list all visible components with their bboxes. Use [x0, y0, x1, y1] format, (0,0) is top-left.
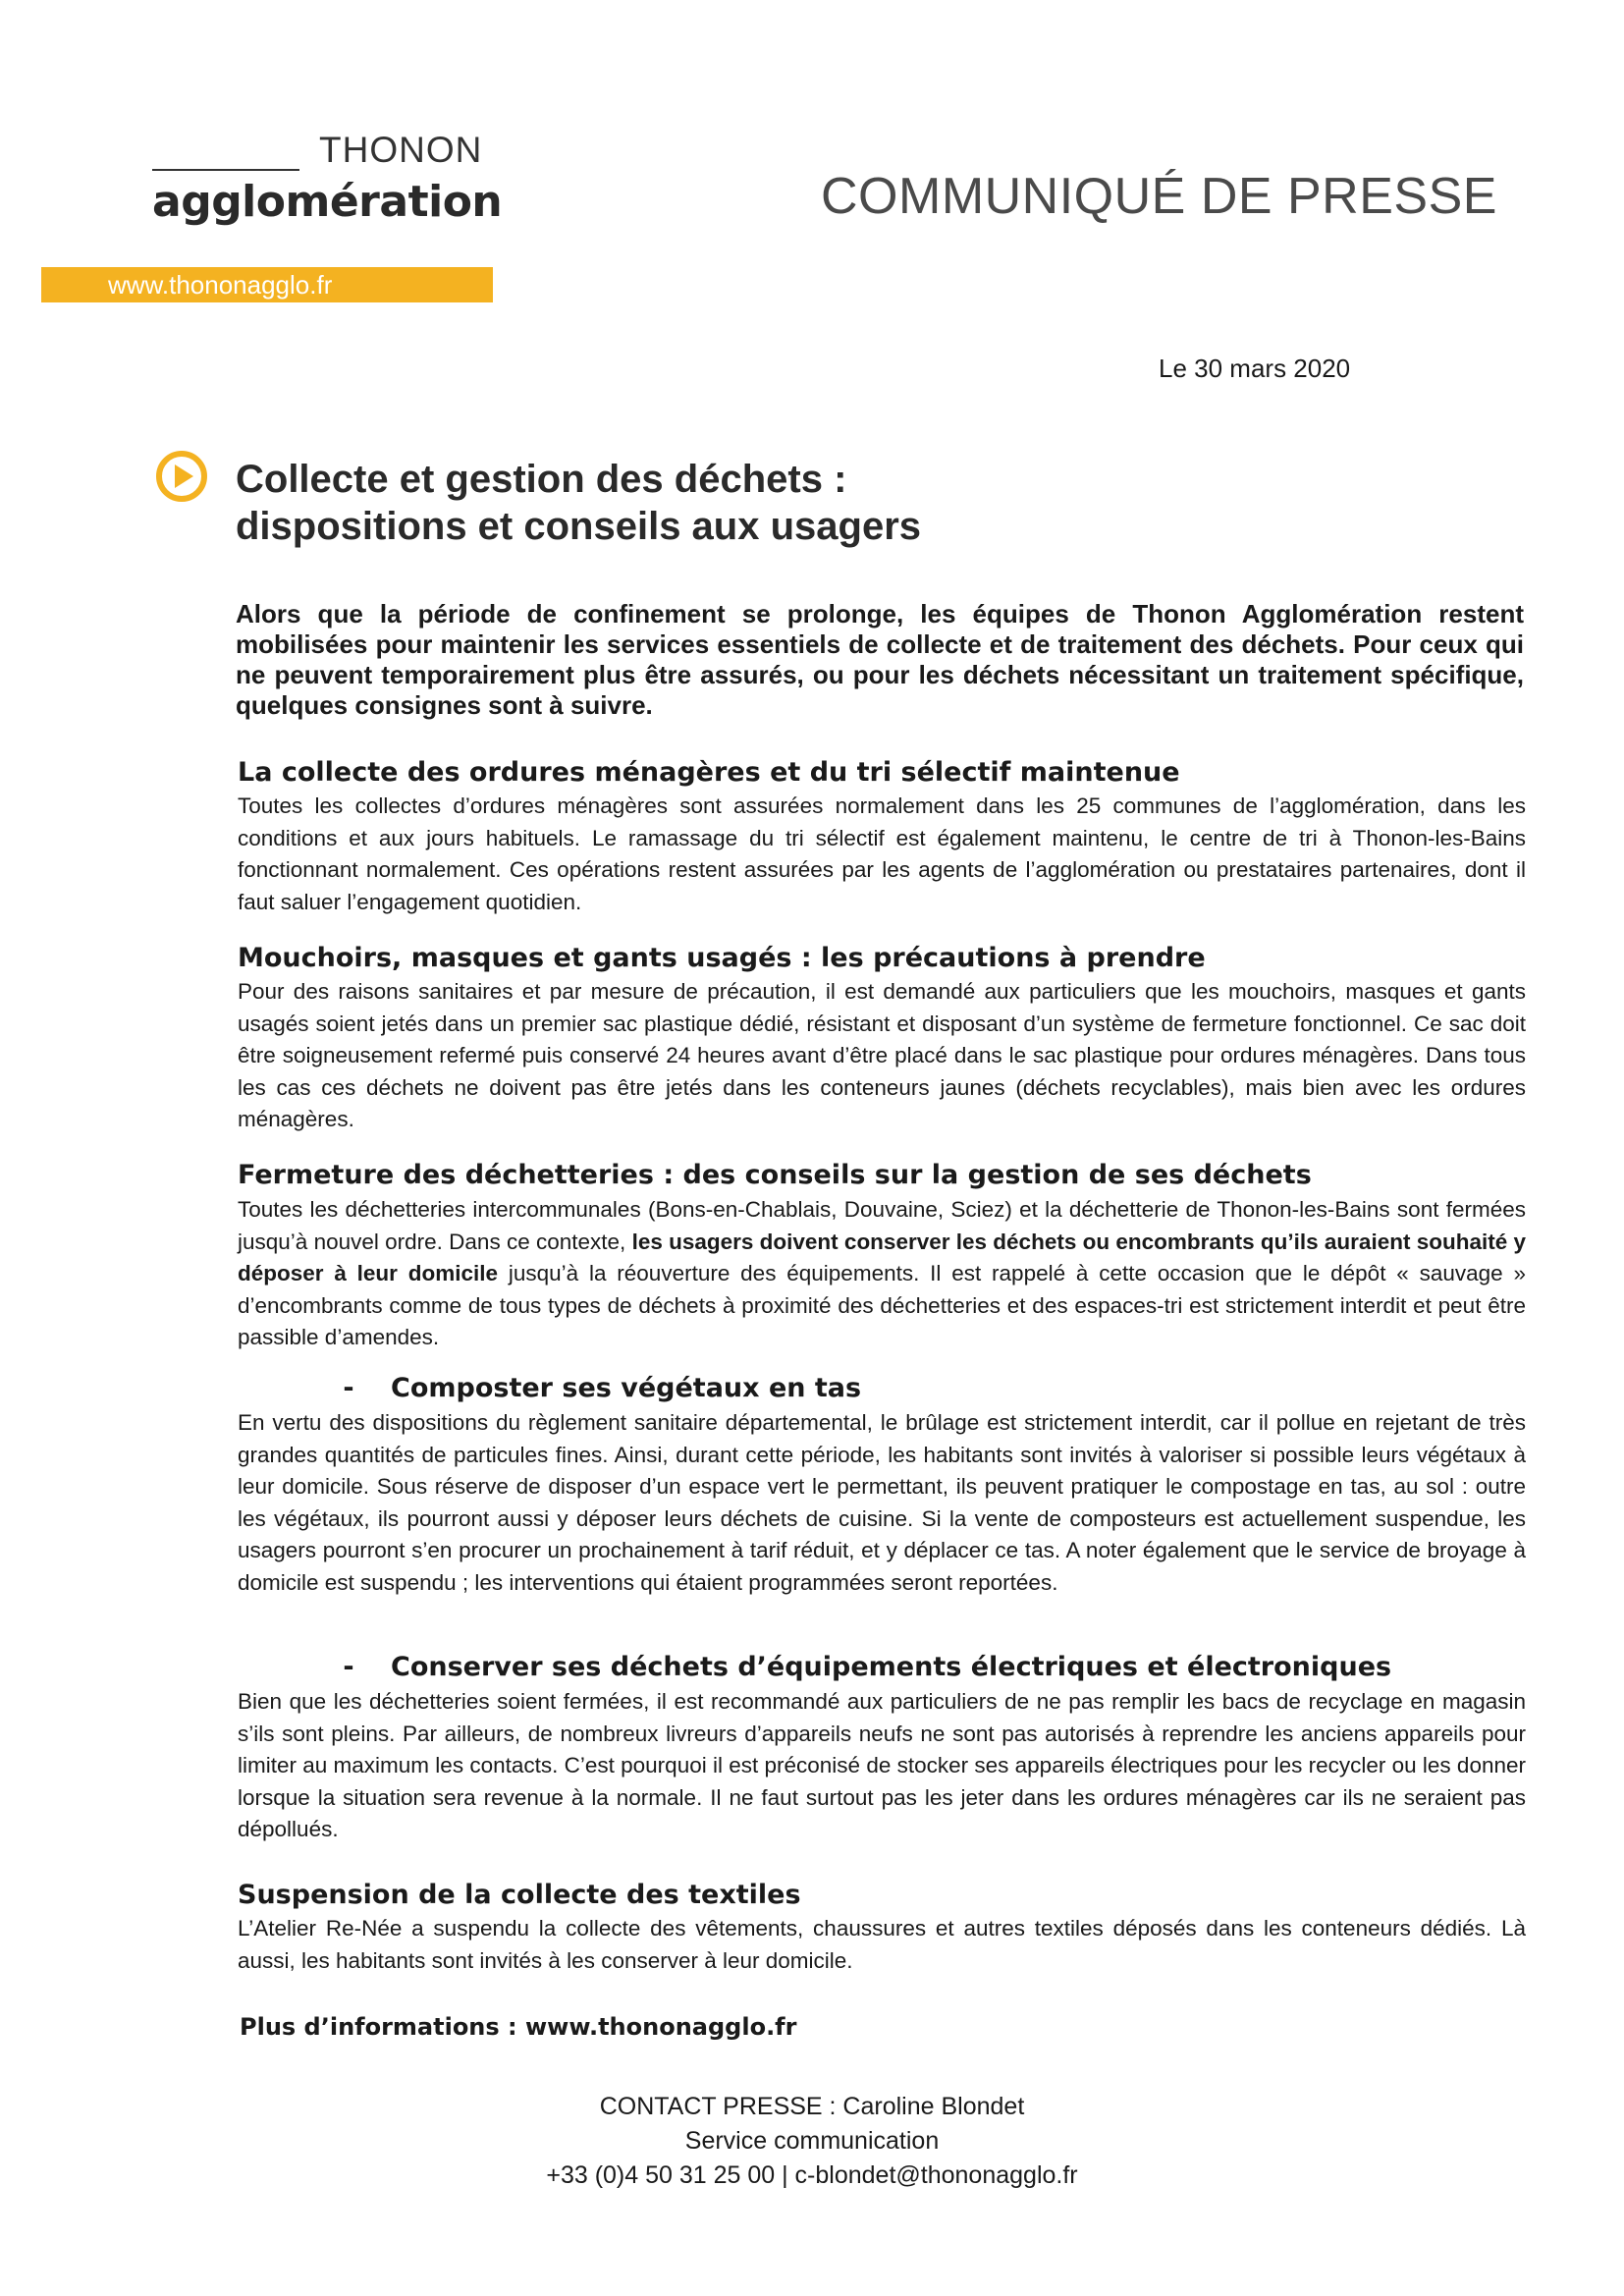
section-body: Pour des raisons sanitaires et par mesure de précaution, il est demandé aux particuliers que les mouchoirs, masques et gants usagés soient jetés dans un premier sac plastique dédié, résistant et disposant d’un système de fermeture fonctionnel. Ce sac doit être soigneusement refermé puis conservé 24 heures avant d’être placé dans le sac plastique pour ordures ménagères. Dans tous les cas ces déchets ne doivent pas être jetés dans les conteneurs jaunes (déchets recyclables), mais bien avec les ordures ménagères.: [238, 979, 1526, 1132]
logo-url[interactable]: www.thononagglo.fr: [108, 270, 333, 300]
subsection-title: Conserver ses déchets d’équipements électriques et électroniques: [391, 1652, 1392, 1682]
subsection-title: Composter ses végétaux en tas: [391, 1373, 862, 1403]
headline: [236, 456, 1414, 550]
press-release-title: COMMUNIQUÉ DE PRESSE: [821, 168, 1497, 225]
headline-line-2: dispositions et conseils aux usagers: [236, 505, 922, 548]
body-text: jusqu’à la réouverture des équipements. Il est rappelé à cette occasion que le dépôt « sauvage » d’encombrants comme de tous types de déchets à proximité des déchetteries et des espaces-tri est strictement interdit et peut être passible d’amendes.: [238, 1261, 1526, 1350]
release-date: Le 30 mars 2020: [1159, 354, 1351, 383]
logo-city: THONON: [319, 130, 483, 170]
section-body: Bien que les déchetteries soient fermées, il est recommandé aux particuliers de ne pas remplir les bacs de recyclage en magasin s’ils sont pleins. Par ailleurs, de nombreux livreurs d’appareils neufs ne sont pas autorisés à reprendre les anciens appareils pour limiter au maximum les contacts. C’est pourquoi il est préconisé de stocker ses appareils électriques pour les recycler ou les donner lorsque la situation sera revenue à la normale. Il ne faut surtout pas les jeter dans les ordures ménagères car ils ne seraient pas dépollués.: [238, 1689, 1526, 1842]
body-emphasis: les usagers doivent conserver les déchets ou encombrants qu’ils auraient souhaité y déposer à leur domicile: [238, 1229, 1526, 1286]
intro-paragraph: Alors que la période de confinement se prolonge, les équipes de Thonon Agglomération restent mobilisées pour maintenir les services essentiels de collecte et de traitement des déchets. Pour ceux qui ne peuvent temporairement plus être assurés, ou pour les déchets nécessitant un traitement spécifique, quelques consignes sont à suivre.: [236, 599, 1524, 720]
more-info-link[interactable]: Plus d’informations : www.thononagglo.fr: [240, 2013, 797, 2041]
section-heading: La collecte des ordures ménagères et du tri sélectif maintenue: [238, 757, 1180, 788]
list-dash: -: [343, 1373, 354, 1403]
logo-name: agglomération: [152, 177, 503, 227]
section-body: Toutes les collectes d’ordures ménagères sont assurées normalement dans les 25 communes de l’agglomération, dans les conditions et aux jours habituels. Le ramassage du tri sélectif est également maintenu, le centre de tri à Thonon-les-Bains fonctionnant normalement. Ces opérations restent assurées par les agents de l’agglomération ou prestataires partenaires, dont il faut saluer l’engagement quotidien.: [238, 793, 1526, 914]
list-dash: -: [343, 1652, 354, 1682]
headline-line-1: Collecte et gestion des déchets :: [236, 458, 847, 501]
section-body: L’Atelier Re-Née a suspendu la collecte des vêtements, chaussures et autres textiles déposés dans les conteneurs dédiés. Là aussi, les habitants sont invités à les conserver à leur domicile.: [238, 1916, 1526, 1973]
section-heading: Mouchoirs, masques et gants usagés : les précautions à prendre: [238, 943, 1206, 973]
logo-rule: [152, 169, 299, 171]
section-body: [238, 1194, 1526, 1354]
contact-phone-email[interactable]: +33 (0)4 50 31 25 00 | c-blondet@thononagglo.fr: [546, 2161, 1078, 2189]
subsection-heading: [238, 1373, 861, 1403]
section-heading: Fermeture des déchetteries : des conseils sur la gestion de ses déchets: [238, 1160, 1312, 1190]
press-contact: CONTACT PRESSE : Caroline Blondet: [599, 2093, 1025, 2120]
section-body: En vertu des dispositions du règlement sanitaire départemental, le brûlage est strictement interdit, car il pollue en rejetant de très grandes quantités de particules fines. Ainsi, durant cette période, les habitants sont invités à valoriser si possible leurs végétaux à leur domicile. Sous réserve de disposer d’un espace vert le permettant, ils peuvent pratiquer le compostage en tas, au sol : outre les végétaux, ils pourront aussi y déposer leurs déchets de cuisine. Si la vente de composteurs est actuellement suspendue, les usagers pourront s’en procurer un prochainement à tarif réduit, et y déplacer ce tas. A noter également que le service de broyage à domicile est suspendu ; les interventions qui étaient programmées seront reportées.: [238, 1410, 1526, 1595]
subsection-heading: [238, 1652, 1391, 1682]
contact-department: Service communication: [684, 2127, 940, 2155]
section-heading: Suspension de la collecte des textiles: [238, 1880, 801, 1910]
body-text: Toutes les déchetteries intercommunales (Bons-en-Chablais, Douvaine, Sciez) et la déchetterie de Thonon-les-Bains sont fermées jusqu’à nouvel ordre. Dans ce contexte,: [238, 1197, 1526, 1254]
play-circle-icon: [155, 450, 208, 503]
